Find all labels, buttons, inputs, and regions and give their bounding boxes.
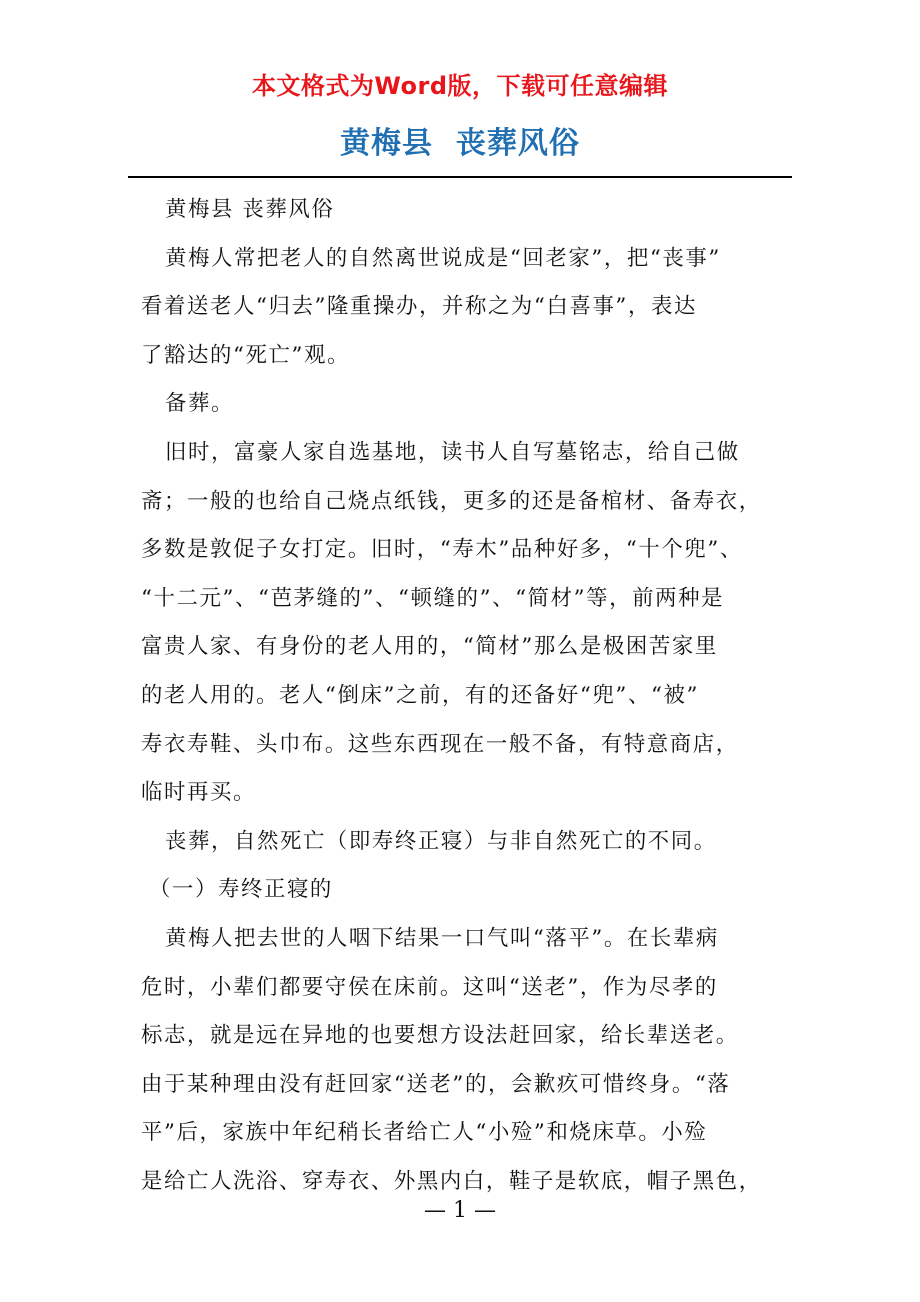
document-title: 黄梅县 丧葬风俗: [340, 126, 580, 161]
body-line: 斋；一般的也给自己烧点纸钱，更多的还是备棺材、备寿衣，: [141, 488, 762, 514]
body-line: 旧时，富豪人家自选基地，读书人自写墓铭志，给自己做: [165, 439, 740, 465]
edit-notice-banner: 本文格式为Word版，下载可任意编辑: [251, 72, 669, 100]
body-line: 富贵人家、有身份的老人用的，“简材”那么是极困苦家里: [141, 634, 718, 660]
page-number: — 1 —: [424, 1198, 496, 1223]
body-line: 是给亡人洗浴、穿寿衣、外黑内白，鞋子是软底，帽子黑色，: [141, 1168, 762, 1194]
body-line: 寿衣寿鞋、头巾布。这些东西现在一般不备，有特意商店，: [141, 731, 739, 757]
body-line: 黄梅县 丧葬风俗: [165, 197, 335, 222]
body-line: 丧葬，自然死亡（即寿终正寝）与非自然死亡的不同。: [165, 828, 717, 854]
body-line: 了豁达的“死亡”观。: [141, 342, 350, 368]
body-line: 危时，小辈们都要守侯在床前。这叫“送老”，作为尽孝的: [141, 974, 718, 1000]
body-line: 看着送老人“归去”隆重操办，并称之为“白喜事”，表达: [141, 294, 697, 320]
body-line: 备葬。: [165, 391, 234, 417]
document-body: [141, 186, 807, 1206]
title-underline: [128, 176, 792, 178]
body-line: 由于某种理由没有赶回家“送老”的，会歉疚可惜终身。“落: [141, 1071, 731, 1097]
body-line: 黄梅人常把老人的自然离世说成是“回老家”，把“丧事”: [165, 245, 721, 271]
body-line: 多数是敦促子女打定。旧时，“寿木”品种好多，“十个兜”、: [141, 537, 743, 563]
body-line: “十二元”、“芭茅缝的”、“顿缝的”、“简材”等，前两种是: [141, 585, 725, 611]
body-line: 标志，就是远在异地的也要想方设法赶回家，给长辈送老。: [141, 1023, 739, 1049]
section-heading: （一）寿终正寝的: [149, 877, 333, 903]
body-line: 黄梅人把去世的人咽下结果一口气叫“落平”。在长辈病: [165, 925, 719, 951]
body-line: 的老人用的。老人“倒床”之前，有的还备好“兜”、“被”: [141, 682, 700, 708]
body-line: 平”后，家族中年纪稍长者给亡人“小殓”和烧床草。小殓: [141, 1120, 708, 1146]
body-line: 临时再买。: [141, 780, 256, 806]
